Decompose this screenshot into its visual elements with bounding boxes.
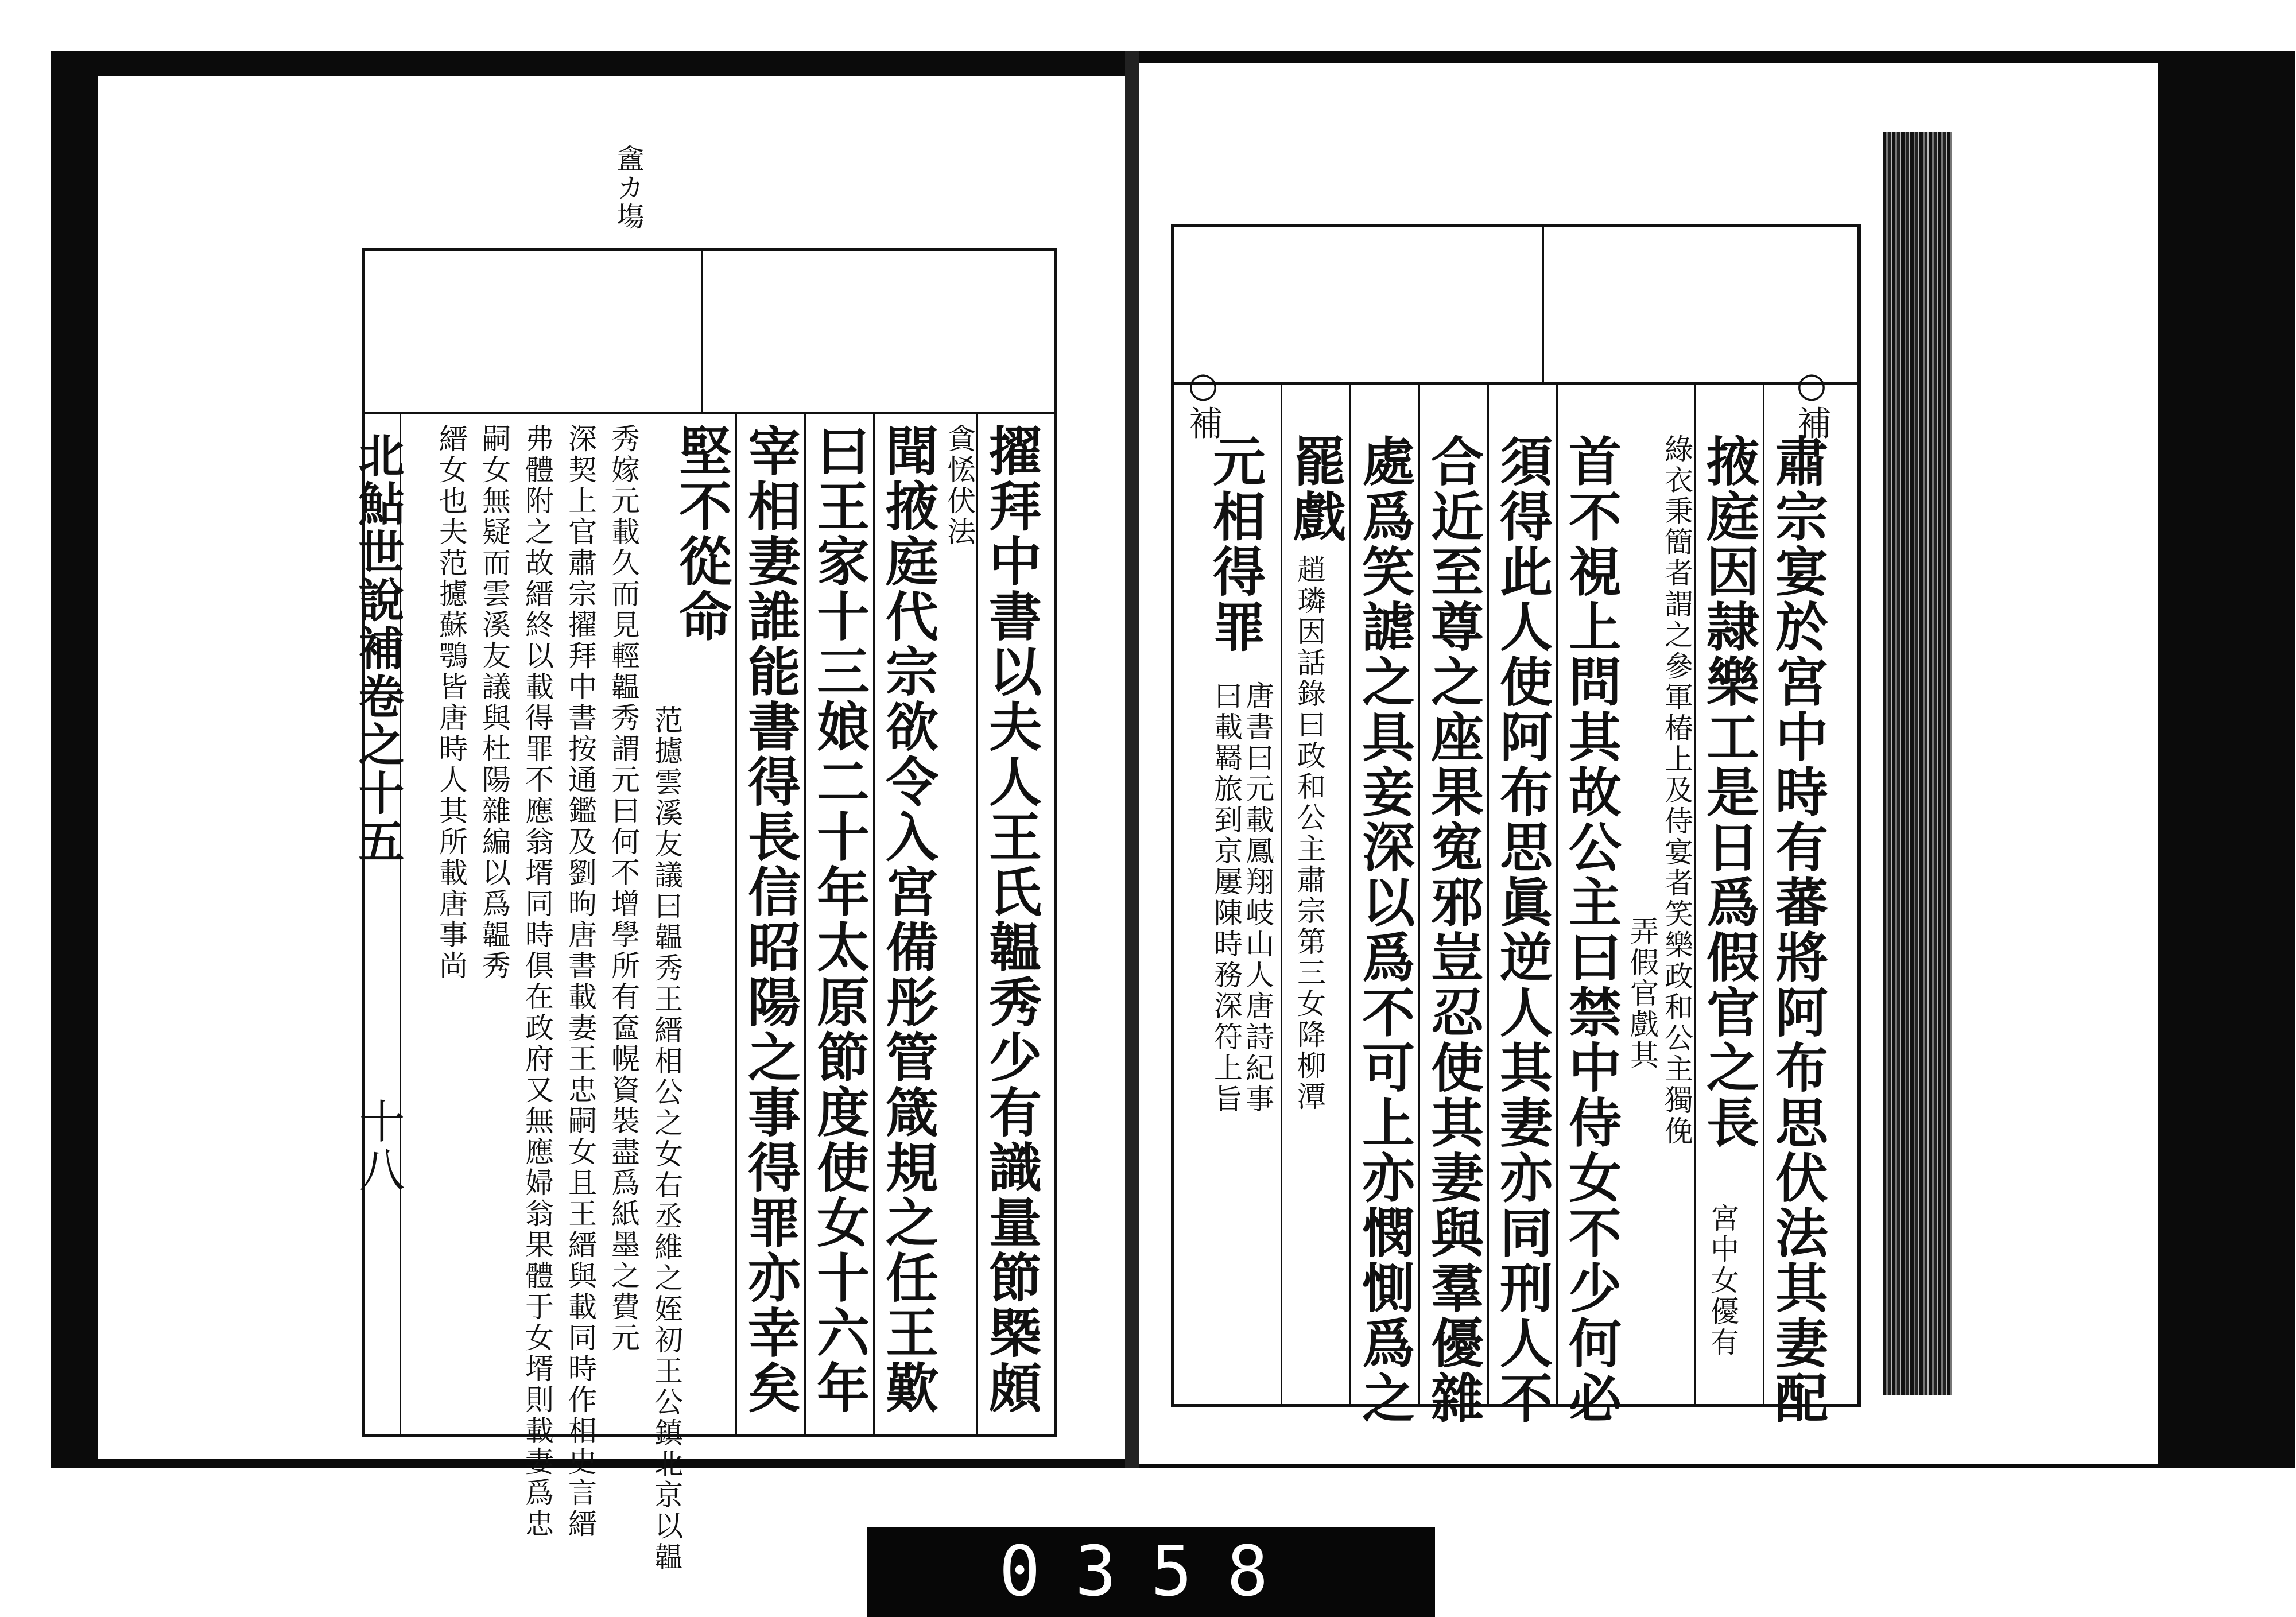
marginal-note: 盦カ塲 <box>612 145 644 231</box>
annotation-column: 秀嫁元載久而見輕韞秀謂元曰何不增學所有奩幌資裝盡爲紙墨之費元 <box>607 424 640 1354</box>
text-column: 元相得罪 <box>1204 434 1266 654</box>
annotation-column: 曰載羇旅到京屢陳時務深符上旨 <box>1209 681 1243 1115</box>
column-rule <box>1281 382 1282 1404</box>
column-rule <box>1763 382 1764 1404</box>
text-column: 罷戲 <box>1285 434 1347 544</box>
text-column: 處爲笑謔之具妾深以爲不可上亦憫惻爲之 <box>1353 434 1415 1426</box>
column-rule <box>1487 382 1489 1404</box>
text-column: 首不視上問其故公主曰禁中侍女不少何必 <box>1560 434 1622 1426</box>
annotation-column: 范攄雲溪友議曰韞秀王縉相公之女右丞維之姪初王公鎮北京以韞 <box>650 705 683 1573</box>
annotation-column: 宮中女優有 <box>1706 1203 1739 1358</box>
left-page <box>98 76 1125 1573</box>
archive-label <box>867 1527 1435 1617</box>
text-column: 聞掖庭代宗欲令入宮備彤管箴規之任王歎 <box>877 424 939 1416</box>
supplement-mark: ○補 <box>1183 365 1223 440</box>
left-header-divider <box>701 251 703 412</box>
text-column: 合近至尊之座果寃邪豈忍使其妻與羣優雜 <box>1422 434 1484 1426</box>
annotation-column: 弄假官戲其 <box>1626 916 1659 1071</box>
right-text-block <box>1171 224 1861 1426</box>
column-rule <box>976 412 978 1434</box>
right-header-divider <box>1542 227 1544 382</box>
text-column: 肅宗宴於宮中時有蕃將阿布思伏法其妻配 <box>1767 434 1829 1426</box>
annotation-column: 綠衣秉簡者謂之參軍椿上及侍宴者笑樂政和公主獨俛 <box>1660 434 1693 1147</box>
text-column: 須得此人使阿布思眞逆人其妻亦同刑人不 <box>1491 434 1553 1426</box>
column-rule <box>1556 382 1558 1404</box>
column-rule <box>804 412 806 1434</box>
column-rule <box>1349 382 1351 1404</box>
right-header-band <box>1174 227 1857 385</box>
annotation-column: 貪恡伏法 <box>943 424 976 548</box>
annotation-column: 深契上官肅宗擢拜中書按通鑑及劉昫唐書載妻王忠嗣女且王縉與載同時作相史言縉 <box>564 424 597 1540</box>
book-title-spine: 北鮎世說補卷之十五 <box>351 432 405 866</box>
annotation-column: 縉女也夫范攄蘇鶚皆唐時人其所載唐事尚 <box>435 424 468 982</box>
page-stack-edge <box>1883 132 1952 1395</box>
right-page <box>1139 63 2158 1464</box>
text-column: 擢拜中書以夫人王氏韞秀少有識量節槩頗 <box>980 424 1042 1416</box>
left-header-band <box>365 251 1054 414</box>
supplement-mark: ○補 <box>1791 365 1832 440</box>
column-rule <box>1694 382 1696 1404</box>
column-rule <box>1418 382 1420 1404</box>
column-rule <box>873 412 875 1434</box>
archive-number: 0358 <box>999 1532 1303 1612</box>
text-column: 掖庭因隷樂工是日爲假官之長 <box>1698 434 1760 1150</box>
left-text-block <box>362 248 1057 1573</box>
annotation-column: 趙璘因話錄曰政和公主肅宗第三女降柳潭 <box>1293 554 1326 1112</box>
column-rule <box>735 412 737 1434</box>
text-column: 曰王家十三娘二十年太原節度使女十六年 <box>808 424 870 1416</box>
annotation-column: 嗣女無疑而雲溪友議與杜陽雜編以爲韞秀 <box>478 424 511 982</box>
folio-number: 十八 <box>351 1098 405 1194</box>
book-gutter <box>1125 51 1139 1468</box>
text-column: 堅不從命 <box>670 424 732 644</box>
text-column: 宰相妻誰能書得長信昭陽之事得罪亦幸矣 <box>739 424 801 1416</box>
annotation-column: 弗體附之故縉終以載得罪不應翁壻同時俱在政府又無應婦翁果體于女壻則載妻爲忠 <box>521 424 554 1540</box>
annotation-column: 唐書曰元載鳳翔岐山人唐詩紀事 <box>1241 681 1274 1115</box>
